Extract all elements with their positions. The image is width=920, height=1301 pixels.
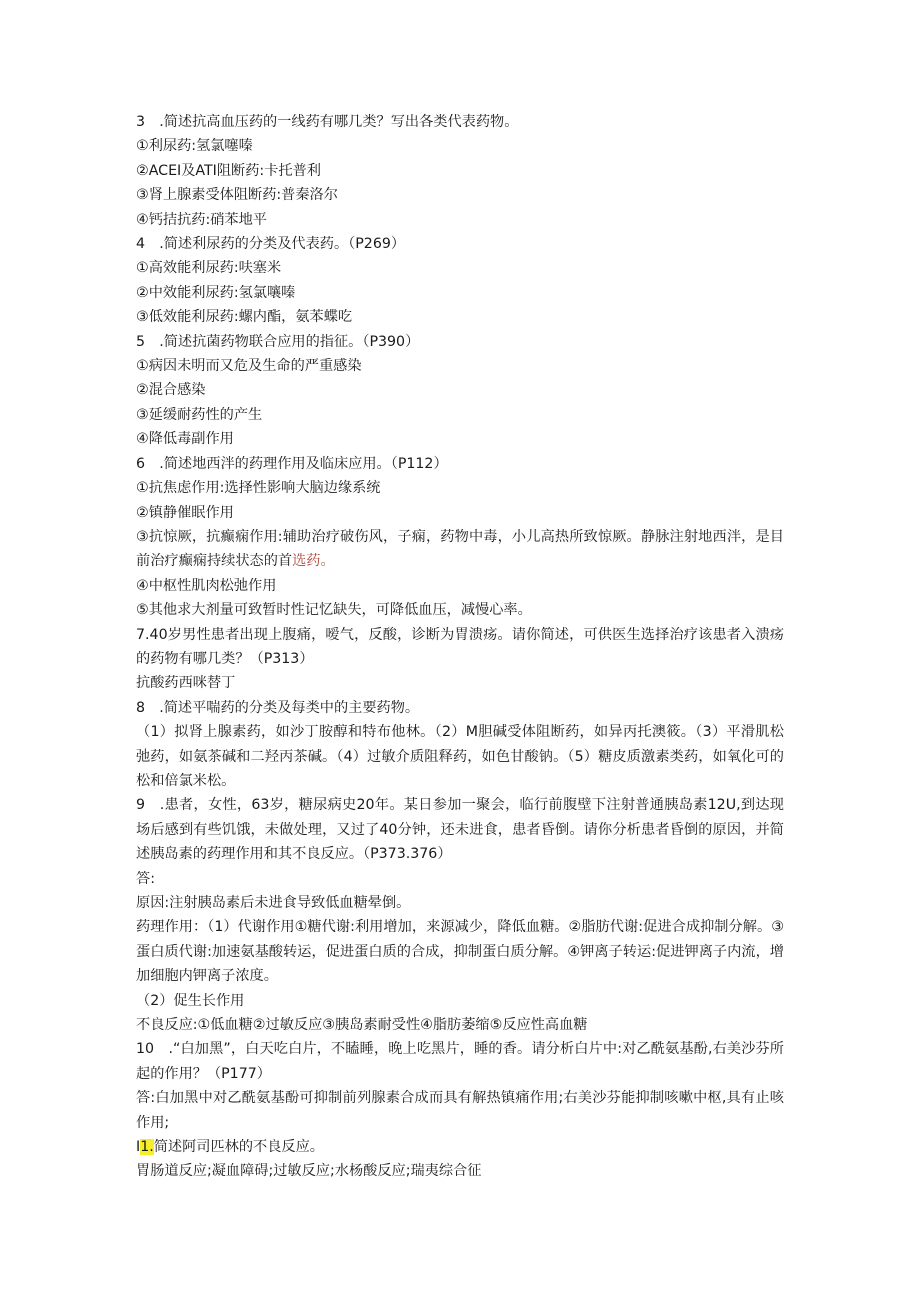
question-q9: 9 .患者，女性，63岁，糖尿病史20年。某日参加一聚会，临行前腹壁下注射普通胰岛素12U,到达现场后感到有些饥饿，未做处理，又过了40分钟，还未进食，患者昏倒。请你分析患者昏倒的原因，并简述胰岛素的药理作用和其不良反应。（P373.376） bbox=[136, 797, 784, 863]
answer-q7: 抗酸药西咪替丁 bbox=[136, 675, 236, 692]
text-line: 4 .简述利尿药的分类及代表药。（P269） bbox=[136, 236, 406, 253]
text-line: ②混合感染 bbox=[136, 382, 206, 399]
answer-q10: 答:白加黑中对乙酰氨基酚可抑制前列腺素合成而具有解热镇痛作用;右美沙芬能抑制咳嗽中枢,具有止咳作用; bbox=[136, 1090, 784, 1131]
paragraph-item3 bbox=[136, 525, 784, 574]
answer-label: 答: bbox=[136, 870, 155, 887]
text-line: 5 .简述抗菌药物联合应用的指征。（P390） bbox=[136, 333, 420, 350]
text-line: ②ACEI及ATI阻断药:卡托普利 bbox=[136, 162, 321, 179]
text-line: ②中效能利尿药:氢氯嚷嗪 bbox=[136, 284, 296, 301]
text-line: ①抗焦虑作用:选择性影响大脑边缘系统 bbox=[136, 480, 381, 497]
text-line: ①高效能利尿药:呋塞米 bbox=[136, 260, 282, 277]
answer-growth: （2）促生长作用 bbox=[136, 992, 245, 1009]
text-line: ③延缓耐药性的产生 bbox=[136, 406, 263, 423]
text-line: ④钙拮抗药:硝苯地平 bbox=[136, 211, 267, 228]
text-line: 6 .简述地西泮的药理作用及临床应用。（P112） bbox=[136, 455, 448, 472]
text-line: ③低效能利尿药:螺内酯，氨苯蝶吃 bbox=[136, 309, 353, 326]
question-q11 bbox=[136, 1135, 784, 1159]
text-line: ②镇静催眠作用 bbox=[136, 504, 234, 521]
answer-pharmacology: 药理作用：（1）代谢作用①糖代谢:利用增加，来源减少，降低血糖。②脂肪代谢:促进合成抑制分解。③蛋白质代谢:加速氨基酸转运，促进蛋白质的合成，抑制蛋白质分解。④钾离子转运:促进钾离子内流，增加细胞内钾离子浓度。 bbox=[136, 919, 784, 985]
text-line: 3 .简述抗高血压药的一线药有哪几类？写出各类代表药物。 bbox=[136, 114, 519, 130]
answer-q8: （1）拟肾上腺素药，如沙丁胺醇和特布他林。（2）M胆碱受体阻断药，如异丙托澳筱。（3）平滑肌松弛药，如氨茶碱和二羟丙茶碱。（4）过敏介质阻释药，如色甘酸钠。（5）糖皮质激素类药，如氧化可的松和倍氯米松。 bbox=[136, 724, 784, 789]
text-line: ①利尿药:氢氯噻嗪 bbox=[136, 138, 253, 155]
text-line: ①病因未明而又危及生命的严重感染 bbox=[136, 358, 362, 375]
question-q8: 8 .简述平喘药的分类及每类中的主要药物。 bbox=[136, 699, 420, 716]
q11-text: 简述阿司匹林的不良反应。 bbox=[153, 1139, 324, 1156]
answer-q11: 胃肠道反应;凝血障碍;过敏反应;水杨酸反应;瑞夷综合征 bbox=[136, 1163, 482, 1180]
answer-adverse: 不良反应:①低血糖②过敏反应③胰岛素耐受性④脂肪萎缩⑤反应性高血糖 bbox=[136, 1017, 588, 1034]
text-line: ③肾上腺素受体阻断药:普秦洛尔 bbox=[136, 187, 338, 204]
item3-main: ③抗惊厥，抗癫痫作用:辅助治疗破伤风，子痫，药物中毒，小儿高热所致惊厥。静脉注射地西泮，是目前治疗癫痫持续状态的首 bbox=[136, 528, 784, 570]
answer-cause: 原因:注射胰岛素后未进食导致低血糖晕倒。 bbox=[136, 895, 411, 911]
question-q10: 10 .“白加黑”，白天吃白片，不瞌睡，晚上吃黑片，睡的香。请分析白片中:对乙酰氨基酚,右美沙芬所起的作用？（P177） bbox=[136, 1041, 784, 1082]
highlighted-text: 1. bbox=[140, 1139, 154, 1156]
text-line: ④降低毒副作用 bbox=[136, 431, 234, 448]
text-line: ⑤其他求大剂量可致暂时性记忆缺失，可降低血压，减慢心率。 bbox=[136, 602, 532, 619]
q11-prefix: I bbox=[136, 1139, 141, 1156]
paragraph-q7: 7.40岁男性患者出现上腹痛，嗳气，反酸，诊断为胃溃疡。请你简述，可供医生选择治疗该患者入溃疡的药物有哪几类？（P313） bbox=[136, 626, 784, 667]
document-body bbox=[136, 110, 784, 1184]
text-line: ④中枢性肌肉松弛作用 bbox=[136, 577, 277, 594]
item3-red-text: 选药。 bbox=[292, 553, 335, 570]
